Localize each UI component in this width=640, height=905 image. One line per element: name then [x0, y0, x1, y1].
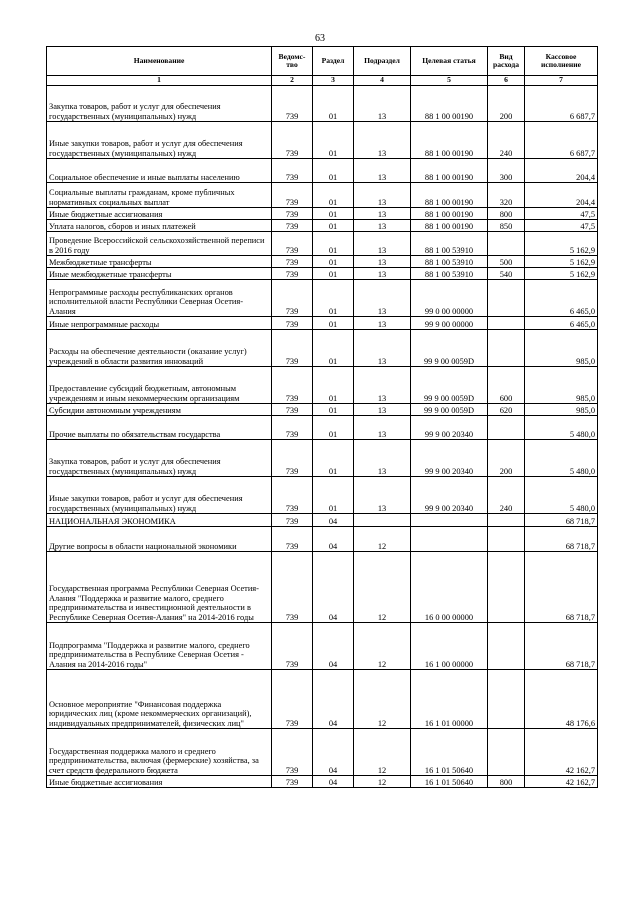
- table-row: [47, 208, 598, 220]
- column-number: 2: [272, 76, 313, 86]
- column-number: 7: [525, 76, 598, 86]
- row-amount: 68 718,7: [525, 527, 598, 552]
- row-target-article: 88 1 00 00190: [411, 86, 488, 122]
- row-subsection: 13: [354, 256, 411, 268]
- row-subsection: 12: [354, 552, 411, 623]
- row-name: Закупка товаров, работ и услуг для обеспечения государственных (муниципальных) нужд: [47, 440, 272, 477]
- row-target-article: 99 9 00 20340: [411, 477, 488, 514]
- column-number: 5: [411, 76, 488, 86]
- row-ministry: 739: [272, 232, 313, 256]
- table-row: [47, 232, 598, 256]
- row-name: Иные межбюджетные трансферты: [47, 268, 272, 280]
- table-row: [47, 183, 598, 208]
- row-subsection: 13: [354, 232, 411, 256]
- row-target-article: 88 1 00 00190: [411, 122, 488, 159]
- row-subsection: 12: [354, 670, 411, 729]
- row-subsection: 12: [354, 776, 411, 788]
- row-expense-type: [488, 330, 525, 367]
- row-subsection: 13: [354, 404, 411, 416]
- row-target-article: 88 1 00 53910: [411, 256, 488, 268]
- row-expense-type: [488, 729, 525, 776]
- row-subsection: 13: [354, 477, 411, 514]
- row-expense-type: 240: [488, 122, 525, 159]
- row-name: Иные непрограммные расходы: [47, 317, 272, 330]
- row-section: 01: [313, 232, 354, 256]
- column-number: 3: [313, 76, 354, 86]
- row-expense-type: [488, 416, 525, 440]
- row-amount: 6 687,7: [525, 86, 598, 122]
- row-ministry: 739: [272, 527, 313, 552]
- row-amount: 68 718,7: [525, 552, 598, 623]
- column-number: 1: [47, 76, 272, 86]
- row-target-article: 16 1 01 50640: [411, 776, 488, 788]
- row-section: 01: [313, 440, 354, 477]
- row-subsection: 13: [354, 280, 411, 317]
- row-subsection: 13: [354, 440, 411, 477]
- row-subsection: 12: [354, 623, 411, 670]
- row-target-article: [411, 514, 488, 527]
- row-expense-type: [488, 552, 525, 623]
- row-name: Государственная поддержка малого и среднего предпринимательства, включая (фермерские) хозяйства, за счет средств федерального бюджета: [47, 729, 272, 776]
- row-amount: 5 480,0: [525, 416, 598, 440]
- row-target-article: 16 0 00 00000: [411, 552, 488, 623]
- table-row: [47, 416, 598, 440]
- row-ministry: 739: [272, 729, 313, 776]
- row-name: Непрограммные расходы республиканских органов исполнительной власти Республики Северная Осетия-Алания: [47, 280, 272, 317]
- row-section: 04: [313, 623, 354, 670]
- row-subsection: 13: [354, 122, 411, 159]
- row-section: 01: [313, 86, 354, 122]
- row-ministry: 739: [272, 159, 313, 183]
- row-section: 01: [313, 367, 354, 404]
- column-number: 6: [488, 76, 525, 86]
- row-ministry: 739: [272, 552, 313, 623]
- row-expense-type: [488, 670, 525, 729]
- row-target-article: [411, 527, 488, 552]
- row-ministry: 739: [272, 416, 313, 440]
- row-amount: 6 687,7: [525, 122, 598, 159]
- row-name: Закупка товаров, работ и услуг для обеспечения государственных (муниципальных) нужд: [47, 86, 272, 122]
- row-ministry: 739: [272, 514, 313, 527]
- row-target-article: 88 1 00 53910: [411, 232, 488, 256]
- row-target-article: 16 1 01 50640: [411, 729, 488, 776]
- row-subsection: 13: [354, 220, 411, 232]
- row-name: Социальное обеспечение и иные выплаты населению: [47, 159, 272, 183]
- table-row: [47, 256, 598, 268]
- row-target-article: 88 1 00 00190: [411, 183, 488, 208]
- row-ministry: 739: [272, 330, 313, 367]
- row-target-article: 99 9 00 00000: [411, 317, 488, 330]
- row-section: 01: [313, 330, 354, 367]
- row-ministry: 739: [272, 183, 313, 208]
- row-subsection: 13: [354, 183, 411, 208]
- table-row: [47, 776, 598, 788]
- row-expense-type: [488, 280, 525, 317]
- row-amount: 204,4: [525, 183, 598, 208]
- row-section: 01: [313, 416, 354, 440]
- header-ministry: Ведомс-тво: [272, 47, 313, 76]
- row-name: Другие вопросы в области национальной экономики: [47, 527, 272, 552]
- row-subsection: 13: [354, 208, 411, 220]
- table-row: [47, 122, 598, 159]
- row-ministry: 739: [272, 404, 313, 416]
- row-expense-type: 800: [488, 776, 525, 788]
- row-name: Прочие выплаты по обязательствам государства: [47, 416, 272, 440]
- table-row: [47, 552, 598, 623]
- column-number-row: [47, 76, 598, 86]
- header-subsection: Подраздел: [354, 47, 411, 76]
- row-name: Иные бюджетные ассигнования: [47, 208, 272, 220]
- row-expense-type: 850: [488, 220, 525, 232]
- row-name: Социальные выплаты гражданам, кроме публичных нормативных социальных выплат: [47, 183, 272, 208]
- table-row: [47, 527, 598, 552]
- row-name: Проведение Всероссийской сельскохозяйственной переписи в 2016 году: [47, 232, 272, 256]
- row-section: 01: [313, 208, 354, 220]
- table-row: [47, 317, 598, 330]
- row-subsection: 13: [354, 159, 411, 183]
- row-expense-type: 540: [488, 268, 525, 280]
- row-target-article: 16 1 00 00000: [411, 623, 488, 670]
- row-expense-type: [488, 623, 525, 670]
- row-name: Иные бюджетные ассигнования: [47, 776, 272, 788]
- row-section: 04: [313, 776, 354, 788]
- row-section: 04: [313, 670, 354, 729]
- row-target-article: 88 1 00 00190: [411, 220, 488, 232]
- row-expense-type: 200: [488, 86, 525, 122]
- row-amount: 5 162,9: [525, 256, 598, 268]
- row-subsection: 13: [354, 86, 411, 122]
- row-subsection: 12: [354, 729, 411, 776]
- row-target-article: 16 1 01 00000: [411, 670, 488, 729]
- row-section: 04: [313, 527, 354, 552]
- row-ministry: 739: [272, 477, 313, 514]
- column-number: 4: [354, 76, 411, 86]
- header-target: Целевая статья: [411, 47, 488, 76]
- row-amount: 5 162,9: [525, 232, 598, 256]
- row-expense-type: 300: [488, 159, 525, 183]
- row-amount: 6 465,0: [525, 317, 598, 330]
- table-row: [47, 159, 598, 183]
- row-target-article: 99 9 00 0059D: [411, 404, 488, 416]
- row-target-article: 99 9 00 20340: [411, 416, 488, 440]
- row-name: Иные закупки товаров, работ и услуг для обеспечения государственных (муниципальных) нужд: [47, 477, 272, 514]
- row-ministry: 739: [272, 280, 313, 317]
- table-row: [47, 477, 598, 514]
- row-section: 04: [313, 552, 354, 623]
- row-target-article: 99 9 00 0059D: [411, 330, 488, 367]
- row-section: 01: [313, 477, 354, 514]
- row-section: 01: [313, 256, 354, 268]
- row-ministry: 739: [272, 220, 313, 232]
- header-expense-type: Вид расхода: [488, 47, 525, 76]
- row-section: 01: [313, 220, 354, 232]
- row-section: 01: [313, 183, 354, 208]
- row-ministry: 739: [272, 268, 313, 280]
- row-section: 01: [313, 159, 354, 183]
- header-execution: Кассовое исполнение: [525, 47, 598, 76]
- row-ministry: 739: [272, 122, 313, 159]
- row-amount: 68 718,7: [525, 623, 598, 670]
- row-ministry: 739: [272, 670, 313, 729]
- row-expense-type: 240: [488, 477, 525, 514]
- table-row: [47, 404, 598, 416]
- row-ministry: 739: [272, 256, 313, 268]
- row-ministry: 739: [272, 623, 313, 670]
- row-name: Предоставление субсидий бюджетным, автономным учреждениям и иным некоммерческим организациям: [47, 367, 272, 404]
- row-expense-type: 500: [488, 256, 525, 268]
- row-name: Государственная программа Республики Северная Осетия-Алания "Поддержка и развитие малого, среднего предпринимательства и инвестиционной деятельности в Республике Северная Осетия-Алания" на 2014-2016 годы: [47, 552, 272, 623]
- row-ministry: 739: [272, 317, 313, 330]
- row-section: 01: [313, 268, 354, 280]
- row-target-article: 88 1 00 00190: [411, 159, 488, 183]
- row-name: Расходы на обеспечение деятельности (оказание услуг) учреждений в области развития инноваций: [47, 330, 272, 367]
- row-amount: 42 162,7: [525, 729, 598, 776]
- row-amount: 68 718,7: [525, 514, 598, 527]
- header-name: Наименование: [47, 47, 272, 76]
- row-amount: 985,0: [525, 404, 598, 416]
- row-expense-type: [488, 232, 525, 256]
- row-section: 01: [313, 122, 354, 159]
- row-section: 01: [313, 280, 354, 317]
- row-amount: 5 162,9: [525, 268, 598, 280]
- row-section: 04: [313, 729, 354, 776]
- row-ministry: 739: [272, 367, 313, 404]
- row-subsection: 13: [354, 330, 411, 367]
- row-section: 01: [313, 404, 354, 416]
- row-name: НАЦИОНАЛЬНАЯ ЭКОНОМИКА: [47, 514, 272, 527]
- row-section: 01: [313, 317, 354, 330]
- row-subsection: [354, 514, 411, 527]
- budget-execution-table: [46, 46, 598, 788]
- row-subsection: 13: [354, 367, 411, 404]
- table-row: [47, 670, 598, 729]
- header-section: Раздел: [313, 47, 354, 76]
- row-expense-type: 600: [488, 367, 525, 404]
- row-name: Межбюджетные трансферты: [47, 256, 272, 268]
- row-section: 04: [313, 514, 354, 527]
- row-amount: 985,0: [525, 367, 598, 404]
- page-number: 63: [315, 33, 325, 44]
- row-subsection: 13: [354, 268, 411, 280]
- table-row: [47, 220, 598, 232]
- row-amount: 47,5: [525, 220, 598, 232]
- row-expense-type: [488, 514, 525, 527]
- row-ministry: 739: [272, 440, 313, 477]
- table-row: [47, 729, 598, 776]
- row-amount: 985,0: [525, 330, 598, 367]
- row-expense-type: [488, 317, 525, 330]
- row-amount: 42 162,7: [525, 776, 598, 788]
- row-ministry: 739: [272, 776, 313, 788]
- row-amount: 6 465,0: [525, 280, 598, 317]
- row-amount: 48 176,6: [525, 670, 598, 729]
- row-name: Уплата налогов, сборов и иных платежей: [47, 220, 272, 232]
- row-subsection: 12: [354, 527, 411, 552]
- row-amount: 47,5: [525, 208, 598, 220]
- row-amount: 5 480,0: [525, 477, 598, 514]
- row-name: Субсидии автономным учреждениям: [47, 404, 272, 416]
- row-expense-type: 200: [488, 440, 525, 477]
- table-row: [47, 623, 598, 670]
- table-row: [47, 268, 598, 280]
- table-row: [47, 367, 598, 404]
- row-target-article: 99 0 00 00000: [411, 280, 488, 317]
- row-amount: 5 480,0: [525, 440, 598, 477]
- header-row: [47, 47, 598, 76]
- row-name: Иные закупки товаров, работ и услуг для обеспечения государственных (муниципальных) нужд: [47, 122, 272, 159]
- row-name: Основное мероприятие "Финансовая поддержка юридических лиц (кроме некоммерческих организаций), индивидуальных предпринимателей, физических лиц": [47, 670, 272, 729]
- row-target-article: 99 9 00 20340: [411, 440, 488, 477]
- row-ministry: 739: [272, 86, 313, 122]
- row-amount: 204,4: [525, 159, 598, 183]
- table-row: [47, 86, 598, 122]
- row-name: Подпрограмма "Поддержка и развитие малого, среднего предпринимательства в Республике Северная Осетия - Алания на 2014-2016 годы": [47, 623, 272, 670]
- row-target-article: 88 1 00 53910: [411, 268, 488, 280]
- row-ministry: 739: [272, 208, 313, 220]
- row-expense-type: [488, 527, 525, 552]
- row-expense-type: 800: [488, 208, 525, 220]
- table-row: [47, 514, 598, 527]
- row-target-article: 99 9 00 0059D: [411, 367, 488, 404]
- row-expense-type: 620: [488, 404, 525, 416]
- row-subsection: 13: [354, 317, 411, 330]
- row-expense-type: 320: [488, 183, 525, 208]
- table-row: [47, 440, 598, 477]
- table-row: [47, 330, 598, 367]
- row-target-article: 88 1 00 00190: [411, 208, 488, 220]
- table-row: [47, 280, 598, 317]
- row-subsection: 13: [354, 416, 411, 440]
